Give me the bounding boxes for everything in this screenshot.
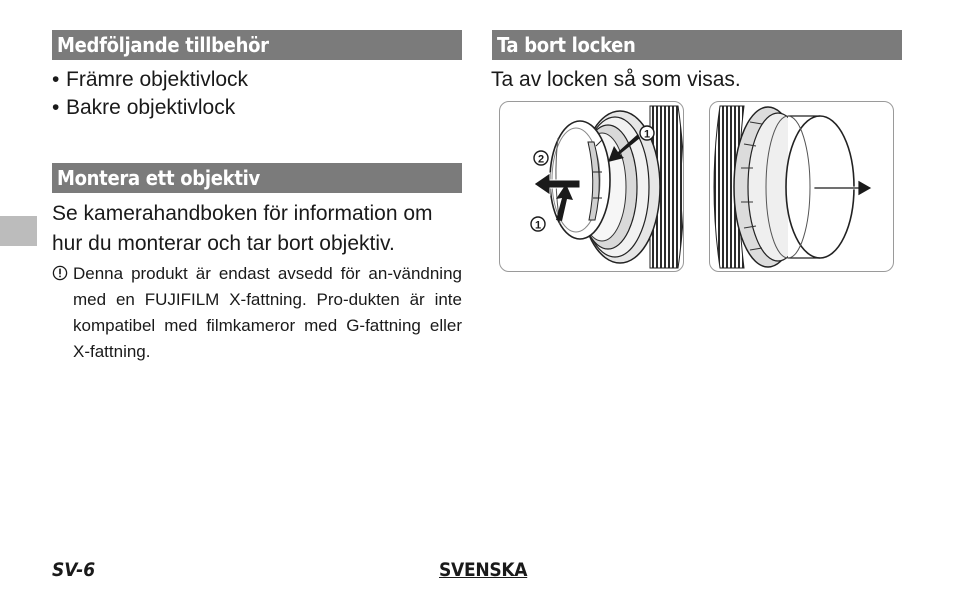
- chapter-side-tab: [0, 216, 37, 246]
- page-number: SV-6: [52, 559, 96, 581]
- accessories-list: [52, 66, 248, 122]
- step-badge: 1: [643, 128, 651, 141]
- step-badge: 1: [534, 219, 542, 232]
- mount-paragraph: Se kamerahandboken för information om hur du monterar och tar bort objektiv.: [52, 202, 433, 255]
- caution-icon: [52, 265, 68, 281]
- rear-cap-removal-figure: [709, 101, 894, 272]
- section-heading-mount: Montera ett objektiv: [52, 163, 462, 193]
- remove-caps-intro: Ta av locken så som visas.: [491, 68, 741, 91]
- note-text: Denna produkt är endast avsedd för an-vändning med en FUJIFILM X-fattning. Pro-dukten är inte kompatibel med filmkameror med G-fattning eller X-fattning.: [73, 264, 462, 361]
- language-label[interactable]: SVENSKA: [439, 559, 528, 581]
- section-heading-accessories: Medföljande tillbehör: [52, 30, 462, 60]
- front-cap-removal-figure: [499, 101, 684, 272]
- section-heading-remove-caps: Ta bort locken: [492, 30, 902, 60]
- list-item: • Bakre objektivlock: [52, 94, 248, 122]
- step-badge: 2: [537, 153, 545, 166]
- list-item: • Främre objektivlock: [52, 66, 248, 94]
- caution-note: [52, 261, 462, 365]
